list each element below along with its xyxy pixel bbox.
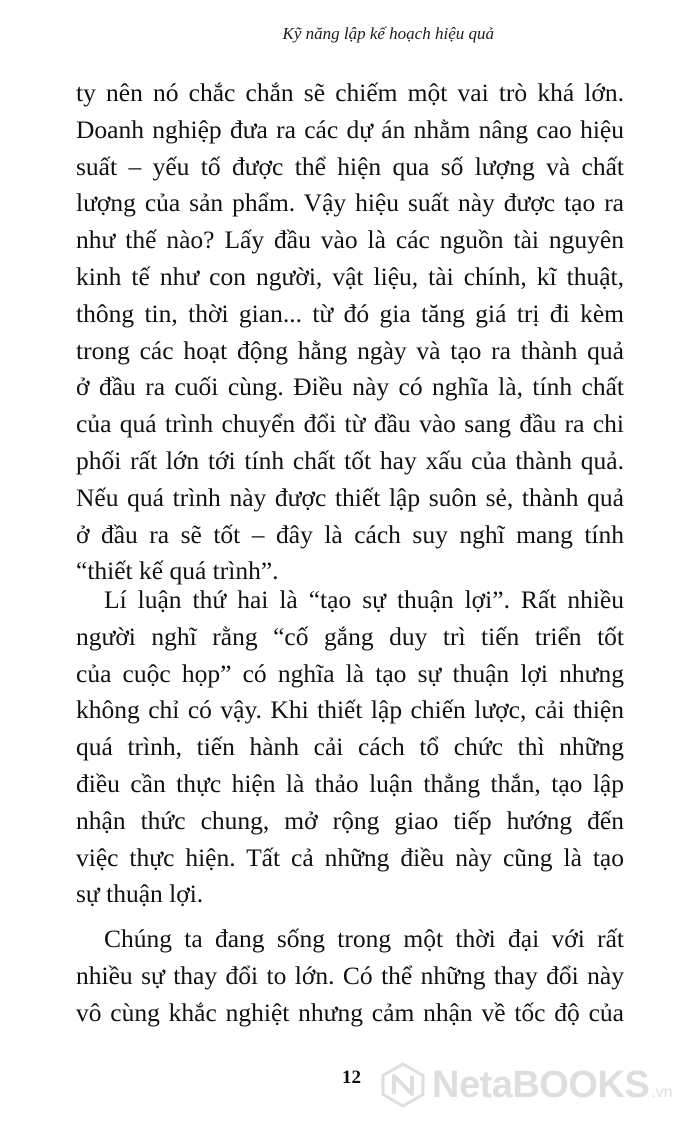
- netabooks-logo-icon: [380, 1062, 426, 1108]
- page-number: 12: [342, 1067, 361, 1088]
- text-line: lượng của sản phẩm. Vậy hiệu suất này được tạo ra: [76, 188, 624, 218]
- paragraph-2: [76, 582, 624, 913]
- text-line: không chỉ có vậy. Khi thiết lập chiến lược, cải thiện: [76, 695, 624, 725]
- text-line: Doanh nghiệp đưa ra các dự án nhằm nâng cao hiệu: [76, 114, 624, 144]
- text-line: trong các hoạt động hằng ngày và tạo ra thành quả: [76, 335, 624, 365]
- text-line: ty nên nó chắc chắn sẽ chiếm một vai trò khá lớn.: [76, 78, 624, 107]
- watermark-suffix: .vn: [651, 1084, 673, 1101]
- text-line: của quá trình chuyển đổi từ đầu vào sang đầu ra chi: [76, 409, 624, 439]
- text-line: người nghĩ rằng “cố gắng duy trì tiến triển tốt: [76, 621, 624, 651]
- text-line: sự thuận lợi.: [76, 879, 204, 909]
- running-header: Kỹ năng lập kế hoạch hiệu quả: [282, 24, 494, 43]
- text-line: phối rất lớn tới tính chất tốt hay xấu của thành quả.: [76, 445, 624, 475]
- text-line: nhiều sự thay đổi to lớn. Có thể những thay đổi này: [76, 960, 624, 990]
- watermark-brand: NetaBOOKS: [432, 1063, 650, 1106]
- text-line: thông tin, thời gian... từ đó gia tăng giá trị đi kèm: [76, 298, 624, 328]
- text-line: Lí luận thứ hai là “tạo sự thuận lợi”. Rất nhiều: [104, 585, 624, 614]
- text-line: ở đầu ra sẽ tốt – đây là cách suy nghĩ mang tính: [76, 519, 624, 549]
- text-line: vô cùng khắc nghiệt nhưng cảm nhận về tốc độ của: [76, 997, 624, 1027]
- text-line: của cuộc họp” có nghĩa là tạo sự thuận lợi nhưng: [76, 658, 624, 688]
- text-line: điều cần thực hiện là thảo luận thẳng thắn, tạo lập: [76, 768, 624, 798]
- paragraph-1: [76, 75, 624, 590]
- text-line: quá trình, tiến hành cải cách tổ chức thì những: [76, 732, 624, 762]
- text-line: ở đầu ra cuối cùng. Điều này có nghĩa là, tính chất: [76, 372, 624, 402]
- watermark: [380, 1060, 673, 1110]
- paragraph-3: [76, 921, 624, 1031]
- text-line: suất – yếu tố được thể hiện qua số lượng và chất: [76, 151, 624, 181]
- text-line: nhận thức chung, mở rộng giao tiếp hướng đến: [76, 805, 624, 835]
- text-line: như thế nào? Lấy đầu vào là các nguồn tài nguyên: [76, 225, 624, 255]
- text-line: Nếu quá trình này được thiết lập suôn sẻ, thành quả: [76, 482, 624, 512]
- text-line: Chúng ta đang sống trong một thời đại với rất: [104, 924, 624, 953]
- text-line: việc thực hiện. Tất cả những điều này cũng là tạo: [76, 842, 624, 872]
- text-line: kinh tế như con người, vật liệu, tài chính, kĩ thuật,: [76, 261, 624, 291]
- text-line: “thiết kế quá trình”.: [76, 556, 279, 586]
